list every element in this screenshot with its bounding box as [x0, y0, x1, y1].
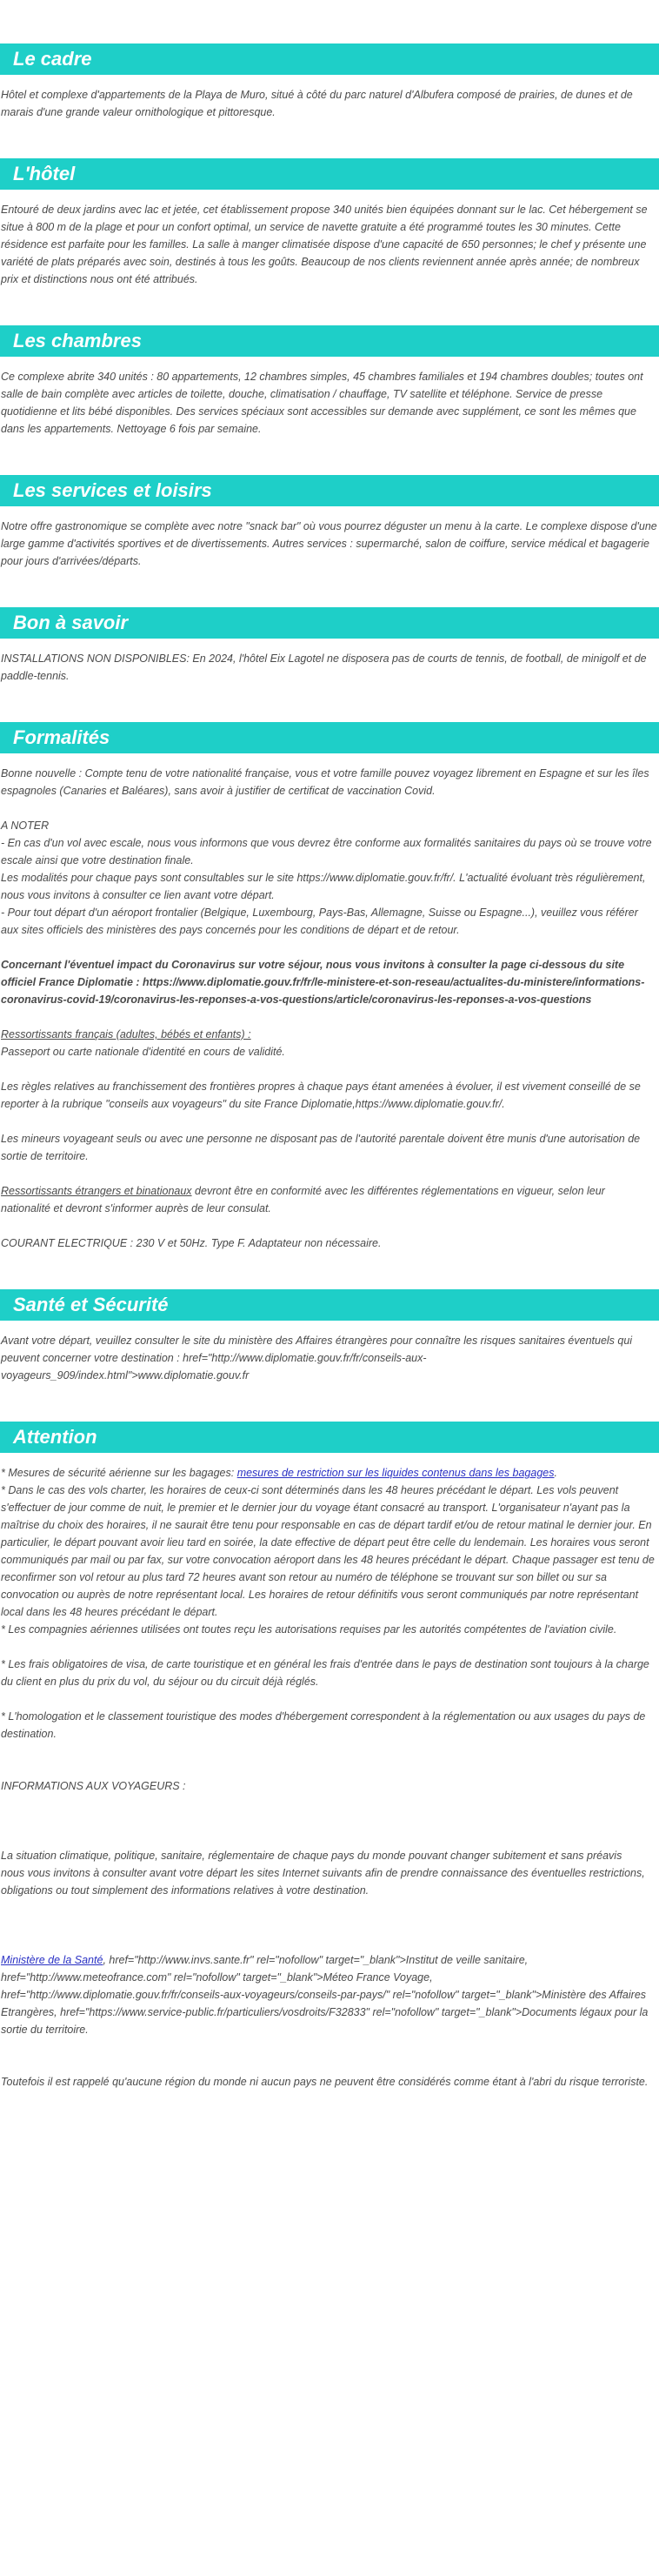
note-line: - Pour tout départ d'un aéroport frontalier (Belgique, Luxembourg, Pays-Bas, Allemagne, Suisse ou Espagne...), veuillez vous référer aux sites officiels des ministères des pays concernés pour les conditions de départ et de retour. — [1, 907, 638, 936]
infos-voyageurs-title: INFORMATIONS AUX VOYAGEURS : — [1, 1780, 186, 1792]
section-savoir — [0, 607, 659, 685]
savoir-text: INSTALLATIONS NON DISPONIBLES: En 2024, l'hôtel Eix Lagotel ne disposera pas de courts de tennis, de football, de minigolf et de paddle-tennis. — [1, 652, 647, 682]
section-hotel — [0, 158, 659, 288]
formalites-intro: Bonne nouvelle : Compte tenu de votre nationalité française, vous et votre famille pouvez voyagez librement en Espagne et sur les îles espagnoles (Canaries et Baléares), sans avoir à justifier de certificat de vaccination Covid. — [1, 767, 649, 797]
courant-text: COURANT ELECTRIQUE : 230 V et 50Hz. Type F. Adaptateur non nécessaire. — [1, 1237, 382, 1249]
section-formalites — [0, 722, 659, 1252]
section-title: Santé et Sécurité — [0, 1289, 659, 1321]
bagages-text — [1, 1464, 657, 1482]
section-title: Le cadre — [0, 43, 659, 75]
sante-text: Avant votre départ, veuillez consulter le site du ministère des Affaires étrangères pour connaître les risques sanitaires éventuels qui peuvent concerner votre destination : href="http://www.diplomatie.gouv.fr/fr/conseils-aux-voyageurs_909/index.html">www.diplomatie.gouv.fr — [1, 1335, 633, 1382]
situation-line: nous vous invitons à consulter avant votre départ les sites Internet suivants afin de prendre connaissance des éventuelles restrictions, obligations ou tout simplement des informations relatives à votre destination. — [1, 1867, 645, 1897]
hotel-text: Entouré de deux jardins avec lac et jetée, cet établissement propose 340 unités bien équipées donnant sur le lac. Cet hébergement se situe à 800 m de la plage et pour un confort optimal, un service de navette gratuite a été programmé toutes les 30 minutes. Cette résidence est parfaite pour les familles. La salle à manger climatisée dispose d'une capacité de 650 personnes; le chef y présente une variété de plats préparés avec soin, destinés à tous les goûts. Beaucoup de nos clients reviennent année après année; de nombreux prix et distinctions nous ont été attribués. — [1, 204, 648, 285]
note-title: A NOTER — [1, 820, 50, 832]
section-cadre — [0, 43, 659, 121]
chambres-text: Ce complexe abrite 340 unités : 80 appartements, 12 chambres simples, 45 chambres familiales et 194 chambres doubles; toutes ont salle de bain complète avec articles de toilette, douche, climatisation / chauffage, TV satellite et téléphone. Service de presse quotidienne et lits bébé disponibles. Des services spéciaux sont accessibles sur demande avec supplément, ce sont les mêmes que dans les appartements. Nettoyage 6 fois par semaine. — [1, 371, 643, 435]
ministere-rest: , href="http://www.invs.sante.fr" rel="nofollow" target="_blank">Institut de veille sanitaire, href="http://www.meteofrance.com" rel="nofollow" target="_blank">Méteo France Voyage, href="http://www.diplomatie.gouv.fr/fr/conseils-aux-voyageurs/conseils-par-pays/" rel="nofollow" target="_blank">Ministère des Affaires Etrangères, href="https://www.service-public.fr/particuliers/vosdroits/F32833" rel="nofollow" target="_blank">Documents légaux pour la sortie du territoire. — [1, 1954, 649, 2036]
section-title: L'hôtel — [0, 158, 659, 190]
section-title: Les chambres — [0, 325, 659, 357]
section-services — [0, 475, 659, 570]
etrangers-label: Ressortissants étrangers et binationaux — [1, 1185, 192, 1197]
note-line: - En cas d'un vol avec escale, nous vous informons que vous devrez être conforme aux formalités sanitaires du pays où se trouve votre escale ainsi que votre destination finale. — [1, 837, 652, 866]
homologation-text: * L'homologation et le classement touristique des modes d'hébergement correspondent à la réglementation ou aux usages du pays de destination. — [1, 1710, 646, 1740]
situation-line: La situation climatique, politique, sanitaire, réglementaire de chaque pays du monde pouvant changer subitement et sans préavis — [1, 1850, 622, 1862]
bagages-prefix: * Mesures de sécurité aérienne sur les bagages: — [1, 1467, 237, 1479]
note-line: Les modalités pour chaque pays sont consultables sur le site https://www.diplomatie.gouv.fr/fr/. L'actualité évoluant très régulièrement, nous vous invitons à consulter ce lien avant votre départ. — [1, 872, 646, 901]
services-text: Notre offre gastronomique se complète avec notre "snack bar" où vous pourrez déguster un menu à la carte. Le complexe dispose d'une large gamme d'activités sportives et de divertissements. Autres services : supermarché, salon de coiffure, service médical et bagagerie pour jours d'arrivées/départs. — [1, 520, 657, 567]
regles-text: Les règles relatives au franchissement des frontières propres à chaque pays étant amenées à évoluer, il est vivement conseillé de se reporter à la rubrique "conseils aux voyageurs" du site France Diplomatie,https://www.diplomatie.gouv.fr/. — [1, 1081, 641, 1110]
section-title: Attention — [0, 1422, 659, 1453]
section-chambres — [0, 325, 659, 438]
section-title: Formalités — [0, 722, 659, 753]
cadre-text: Hôtel et complexe d'appartements de la Playa de Muro, situé à côté du parc naturel d'Albufera composé de prairies, de dunes et de marais d'une grande valeur ornithologique et pittoresque. — [1, 89, 633, 118]
charter-text: * Dans le cas des vols charter, les horaires de ceux-ci sont déterminés dans les 48 heures précédant le départ. Les vols peuvent s'effectuer de jour comme de nuit, le premier et le dernier jour du voyage étant consacré au transport. L'organisateur n'ayant pas la maîtrise du choix des horaires, il ne saurait être tenu pour responsable en cas de départ tardif et/ou de retour matinal le dernier jour. En particulier, le départ pouvant avoir lieu tard en soirée, la date effective de départ peut être celle du lendemain. Les horaires vous seront communiqués par mail ou par fax, sur votre convocation aéroport dans les 48 heures précédant le départ. Chaque passager est tenu de reconfirmer son vol retour au plus tard 72 heures avant son retour au numéro de téléphone se trouvant sur son billet ou sur sa convocation ou auprès de notre représentant local. Les horaires de retour définitifs vous seront communiqués par notre représentant local dans les 48 heures précédant le départ. — [1, 1484, 655, 1618]
ressortissants-title: Ressortissants français (adultes, bébés et enfants) : — [1, 1028, 251, 1040]
section-title: Bon à savoir — [0, 607, 659, 639]
liquides-restriction-link[interactable]: mesures de restriction sur les liquides contenus dans les bagages — [236, 1467, 555, 1479]
ministere-text — [1, 1951, 657, 2038]
terrorisme-text: Toutefois il est rappelé qu'aucune région du monde ni aucun pays ne peuvent être considérés comme étant à l'abri du risque terroriste. — [1, 2076, 649, 2088]
section-attention — [0, 1422, 659, 2091]
mineurs-text: Les mineurs voyageant seuls ou avec une personne ne disposant pas de l'autorité parentale doivent être munis d'une autorisation de sortie de territoire. — [1, 1133, 641, 1162]
ministere-sante-link[interactable]: Ministère de la Santé — [1, 1954, 103, 1966]
etrangers-text — [1, 1182, 657, 1217]
section-title: Les services et loisirs — [0, 475, 659, 506]
section-sante — [0, 1289, 659, 1384]
ressortissants-text: Passeport ou carte nationale d'identité en cours de validité. — [1, 1046, 285, 1058]
etrangers-rest: devront être en conformité avec les différentes réglementations en vigueur, selon leur nationalité et devront s'informer auprès de leur consulat. — [1, 1185, 605, 1214]
covid-notice: Concernant l'éventuel impact du Coronavirus sur votre séjour, nous vous invitons à consulter la page ci-dessous du site officiel France Diplomatie : https://www.diplomatie.gouv.fr/fr/le-ministere-et-son-reseau/actualites-du-ministere/informations-coronavirus-covid-19/coronavirus-les-reponses-a-vos-questions/article/coronavirus-les-reponses-a-vos-questions — [1, 959, 645, 1006]
compagnies-text: * Les compagnies aériennes utilisées ont toutes reçu les autorisations requises par les autorités compétentes de l'aviation civile. — [1, 1623, 617, 1636]
bagages-suffix: . — [554, 1467, 557, 1479]
frais-text: * Les frais obligatoires de visa, de carte touristique et en général les frais d'entrée dans le pays de destination sont toujours à la charge du client en plus du prix du vol, du séjour ou du circuit déjà réglés. — [1, 1658, 649, 1688]
